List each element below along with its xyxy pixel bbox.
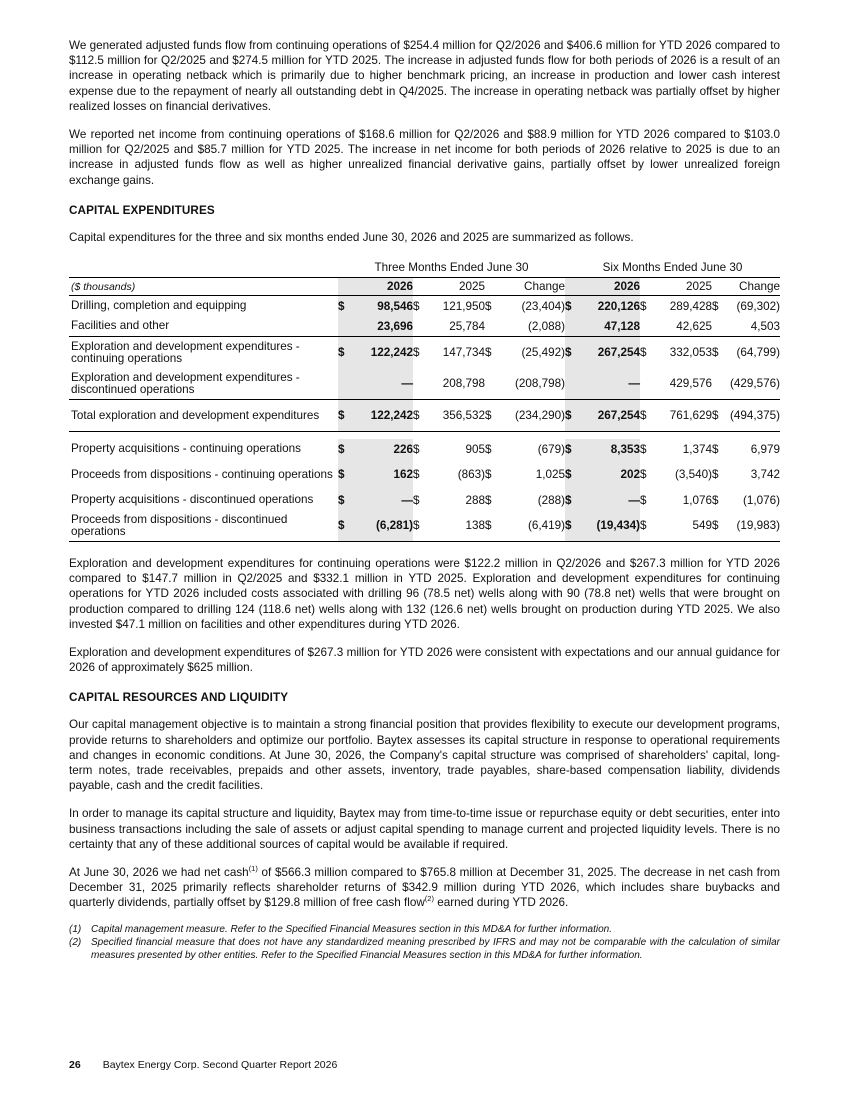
table-row [69,337,780,369]
capex-table [69,257,780,542]
currency-symbol: $ [640,337,652,369]
cell-yc: (64,799) [724,337,780,369]
cell-q25: 25,784 [449,319,485,333]
currency-symbol: $ [712,337,724,369]
currency-symbol [413,316,425,337]
cell-y25: 549 [652,510,712,542]
table-row [69,368,780,400]
table-row [69,459,780,490]
net-cash-text-b: of $566.3 million compared to $765.8 million at December 31, 2025. The decrease in net cash from December 31, 2025 primarily reflects shareholder returns of $342.9 million during YTD 2026, which includes share buybacks and quarterly dividends, partially offset by $129.8 million of free cash flow [69,866,780,910]
currency-symbol: $ [640,442,647,456]
page-number: 26 [69,1059,81,1071]
net-cash-paragraph [69,865,780,911]
cell-yc: (1,076) [742,493,780,507]
currency-symbol [712,368,724,400]
currency-symbol [338,316,350,337]
cell-q26: 226 [350,439,413,459]
row-label: Exploration and development expenditures - discontinued operations [71,370,300,396]
cell-qc: (6,419) [497,510,565,542]
currency-symbol [640,368,652,400]
cell-q25: 121,950 [442,299,485,313]
cell-q26: 162 [350,459,413,490]
currency-symbol: $ [712,299,719,313]
col-header-change: Change [497,278,565,296]
currency-symbol: $ [565,296,577,317]
col-header-2026: 2026 [350,278,413,296]
net-cash-text-c: earned during YTD 2026. [433,896,569,910]
currency-symbol: $ [640,468,647,482]
cell-y26: 47,128 [577,316,640,337]
capex-guidance-paragraph: Exploration and development expenditures of $267.3 million for YTD 2026 were consistent with expectations and our annual guidance for 2026 of approximately $625 million. [69,646,780,675]
currency-symbol: $ [413,400,425,432]
cell-y26: 8,353 [577,439,640,459]
currency-symbol: $ [565,490,577,510]
currency-symbol [485,368,497,400]
cell-q25: 905 [465,442,485,456]
currency-symbol: $ [413,299,420,313]
table-column-header-row [69,278,780,296]
currency-symbol: $ [485,299,492,313]
footer-title: Baytex Energy Corp. Second Quarter Report 2026 [102,1059,338,1071]
currency-symbol: $ [640,400,652,432]
page-footer [69,1059,337,1071]
currency-symbol [413,368,425,400]
three-months-header: Three Months Ended June 30 [374,260,529,274]
footnote-text: Specified financial measure that does not have any standardized meaning prescribed by IFRS and may not be comparable with the calculation of similar measures presented by other entities. Refer to the Specified Financial Measures section in this MD&A for further information. [91,937,780,961]
currency-symbol: $ [712,468,719,482]
currency-symbol: $ [338,400,350,432]
currency-symbol: $ [338,337,350,369]
units-label: ($ thousands) [69,278,338,296]
capex-detail-paragraph: Exploration and development expenditures for continuing operations were $122.2 million in Q2/2026 and $267.3 million for YTD 2026 compared to $147.7 million in Q2/2025 and $332.1 million in YTD 2025. Exploration and development expenditures for continuing operations for YTD 2026 included costs associated with drilling 96 (78.5 net) wells along with 90 (78.8 net) wells that were brought on production compared to drilling 124 (118.6 net) wells along with 132 (126.6 net) wells brought on production during YTD 2025. We also invested $47.1 million on facilities and other expenditures during YTD 2026. [69,557,780,631]
footnote-ref-1: (1) [248,864,258,874]
table-row [69,400,780,432]
col-header-change: Change [724,278,780,296]
funds-flow-paragraph: We generated adjusted funds flow from continuing operations of $254.4 million for Q2/2026 and $406.6 million for YTD 2026 compared to $112.5 million for Q2/2025 and $274.5 million for YTD 2025. The increase in adjusted funds flow for both periods of 2026 is a result of an increase in operating netback which is primarily due to higher benchmark pricing, an increase in production and lower cash interest expense due to the repayment of nearly all outstanding debt in Q4/2025. The increase in operating netback was partially offset by higher realized losses on financial derivatives. [69,39,780,113]
currency-symbol: $ [413,510,425,542]
row-label: Proceeds from dispositions - discontinued operations [69,510,338,542]
capex-intro-paragraph: Capital expenditures for the three and six months ended June 30, 2026 and 2025 are summarized as follows. [69,230,634,244]
report-body [69,38,780,963]
currency-symbol: $ [338,510,350,542]
table-row [69,490,780,510]
row-label: Drilling, completion and equipping [71,299,247,313]
cell-q25: (863) [457,468,485,482]
currency-symbol [485,316,497,337]
row-label: Property acquisitions - continuing operations [71,442,301,456]
cell-y25: 1,374 [682,442,712,456]
currency-symbol: $ [640,493,647,507]
currency-symbol [712,316,724,337]
footnote [69,937,780,962]
cell-yc: (19,983) [724,510,780,542]
cell-y26: — [577,490,640,510]
currency-symbol [338,368,350,400]
currency-symbol: $ [565,400,577,432]
footnote-text: Capital management measure. Refer to the Specified Financial Measures section in this MD&A for further information. [91,923,612,935]
cell-y26: 267,254 [577,337,640,369]
cell-qc: (679) [537,442,565,456]
cell-yc: (69,302) [736,299,780,313]
row-label: Facilities and other [71,319,170,333]
cell-y26: (19,434) [577,510,640,542]
row-label: Total exploration and development expenditures [69,400,338,432]
cell-q26: — [350,368,413,400]
cell-q26: 122,242 [350,400,413,432]
capex-table-body [69,296,780,542]
currency-symbol: $ [413,493,420,507]
currency-symbol: $ [338,459,350,490]
cell-q25: 138 [425,510,485,542]
table-row [69,316,780,337]
currency-symbol: $ [485,468,492,482]
cell-yc: (429,576) [729,377,780,391]
capex-heading: CAPITAL EXPENDITURES [69,203,215,217]
table-group-header-row [69,257,780,278]
currency-symbol: $ [712,442,719,456]
currency-symbol: $ [640,299,647,313]
currency-symbol: $ [485,510,497,542]
cell-q26: 122,242 [350,337,413,369]
col-header-2026: 2026 [577,278,640,296]
footnote-number: (1) [69,923,82,935]
cell-q26: 98,546 [350,296,413,317]
currency-symbol: $ [565,510,577,542]
cell-qc: 1,025 [535,468,565,482]
currency-symbol: $ [413,337,425,369]
cell-qc: (23,404) [521,299,565,313]
capital-management-paragraph: Our capital management objective is to maintain a strong financial position that provides flexibility to execute our development programs, provide returns to shareholders and optimize our portfolio. Baytex assesses its capital structure in response to operational requirements and changes in economic conditions. At June 30, 2026, the Company's capital structure was comprised of shareholders' capital, long-term notes, trade receivables, prepaids and other assets, inventory, trade payables, share-based compensation liability, dividends payable, cash and the credit facilities. [69,718,780,793]
currency-symbol [640,316,652,337]
cell-q25: 147,734 [425,337,485,369]
cell-y25: 429,576 [669,377,712,391]
cell-yc: 6,979 [750,442,780,456]
currency-symbol: $ [413,442,420,456]
cell-q25: 288 [465,493,485,507]
liquidity-paragraph: In order to manage its capital structure and liquidity, Baytex may from time-to-time issue or repurchase equity or debt securities, enter into business transactions including the sale of assets or adjust capital spending to manage current and projected liquidity levels. There is no certainty that any of these additional sources of capital would be available if required. [69,807,780,851]
row-label: Exploration and development expenditures - continuing operations [69,337,338,369]
cell-y25: 1,076 [682,493,712,507]
cell-q26: 23,696 [350,316,413,337]
cell-qc: (2,088) [527,319,565,333]
currency-symbol: $ [712,510,724,542]
capital-resources-heading: CAPITAL RESOURCES AND LIQUIDITY [69,691,289,705]
cell-yc: 4,503 [750,319,780,333]
currency-symbol: $ [485,400,497,432]
currency-symbol: $ [485,493,492,507]
cell-y26: 220,126 [577,296,640,317]
row-label: Property acquisitions - discontinued operations [71,493,314,507]
table-row [69,439,780,459]
footnote [69,924,780,937]
cell-q26: — [350,490,413,510]
currency-symbol: $ [640,510,652,542]
cell-y25: 42,625 [676,319,712,333]
six-months-header: Six Months Ended June 30 [602,260,743,274]
footnote-number: (2) [69,937,82,949]
currency-symbol: $ [712,493,719,507]
net-cash-text-a: At June 30, 2026 we had net cash [69,866,249,880]
footnotes [69,924,780,963]
cell-qc: (208,798) [514,377,565,391]
currency-symbol [565,316,577,337]
currency-symbol [565,368,577,400]
currency-symbol: $ [485,442,492,456]
cell-q25: 356,532 [425,400,485,432]
row-spacer [69,432,780,440]
currency-symbol: $ [565,459,577,490]
cell-y25: (3,540) [674,468,712,482]
currency-symbol: $ [565,337,577,369]
cell-yc: (494,375) [724,400,780,432]
col-header-2025: 2025 [425,278,485,296]
currency-symbol: $ [565,439,577,459]
currency-symbol: $ [338,490,350,510]
cell-yc: 3,742 [750,468,780,482]
currency-symbol: $ [413,468,420,482]
currency-symbol: $ [338,439,350,459]
cell-y26: — [577,368,640,400]
cell-q26: (6,281) [350,510,413,542]
cell-q25: 208,798 [442,377,485,391]
footnote-ref-2: (2) [424,894,434,904]
currency-symbol: $ [712,400,724,432]
cell-qc: (234,290) [497,400,565,432]
cell-qc: (25,492) [497,337,565,369]
table-row [69,510,780,542]
currency-symbol: $ [485,337,497,369]
cell-y25: 289,428 [669,299,712,313]
cell-qc: (288) [537,493,565,507]
table-row [69,296,780,317]
cell-y26: 202 [577,459,640,490]
currency-symbol: $ [338,296,350,317]
row-label: Proceeds from dispositions - continuing operations [71,467,333,481]
cell-y26: 267,254 [577,400,640,432]
cell-y25: 761,629 [652,400,712,432]
cell-y25: 332,053 [652,337,712,369]
net-income-paragraph: We reported net income from continuing operations of $168.6 million for Q2/2026 and $88.9 million for YTD 2026 compared to $103.0 million for Q2/2025 and $85.7 million for YTD 2025. The increase in net income for both periods of 2026 relative to 2025 is due to an increase in adjusted funds flow as well as higher unrealized financial derivative gains, partially offset by lower unrealized foreign exchange gains. [69,128,780,187]
col-header-2025: 2025 [652,278,712,296]
